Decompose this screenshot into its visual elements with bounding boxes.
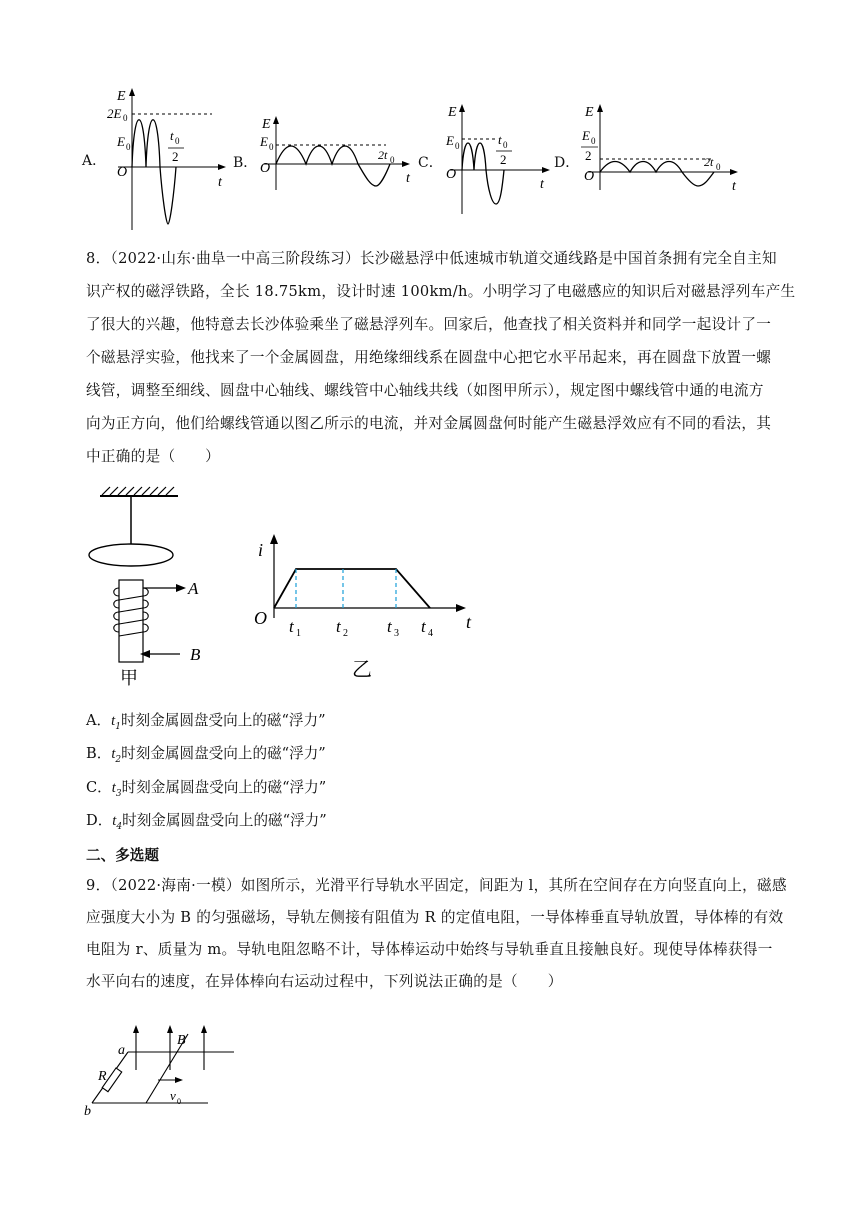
- top-sub: 0: [123, 113, 128, 123]
- t-sub: 0: [503, 140, 508, 150]
- q9-stem: [86, 870, 787, 998]
- y-axis-label: E: [585, 105, 594, 120]
- label-field-b: B: [177, 1033, 186, 1048]
- choice-var: t: [111, 713, 116, 729]
- origin-label: O: [584, 169, 595, 184]
- label-a: a: [118, 1043, 125, 1058]
- origin-label: O: [117, 165, 128, 180]
- tick-label: t: [289, 617, 294, 636]
- q8-line: 向为正方向，他们给螺线管通以图乙所示的电流，并对金属圆盘何时能产生磁悬浮效应有不同的看法，其: [86, 415, 772, 432]
- choice-letter: B．: [86, 745, 112, 762]
- q9-line: 应强度大小为 B 的匀强磁场，导轨左侧接有阻值为 R 的定值电阻，一导体棒垂直导轨放置，导体棒的有效: [86, 909, 784, 926]
- x-axis-label: t: [466, 612, 472, 632]
- t-den: 2: [500, 152, 507, 167]
- q9-line: 9．（2022·海南·一模）如图所示，光滑平行导轨水平固定，间距为 l，其所在空间存在方向竖直向上，磁感: [86, 877, 787, 894]
- q8-choice-b[interactable]: [86, 742, 326, 765]
- q8-line: 识产权的磁浮铁路，全长 18.75km，设计时速 100km/h。小明学习了电磁感应的知识后对磁悬浮列车产生: [86, 283, 796, 300]
- x-axis-label: t: [732, 179, 736, 192]
- tick-sub: 1: [296, 628, 301, 639]
- tick-sub: 3: [394, 628, 399, 639]
- q8-line: 线管，调整至细线、圆盘中心轴线、螺线管中心轴线共线（如图甲所示），规定图中螺线管中通的电流方: [86, 382, 764, 399]
- choice-sub: 3: [115, 788, 122, 799]
- mid-label: E: [117, 134, 125, 149]
- t-sub: 0: [175, 136, 180, 146]
- section-heading: 二、多选题: [86, 847, 159, 864]
- q7-option-a-graph: [104, 84, 230, 234]
- y-axis-label: E: [117, 89, 126, 104]
- q8-figure-jia: [86, 484, 216, 690]
- q8-choice-c[interactable]: [86, 776, 326, 799]
- choice-sub: 1: [115, 721, 121, 732]
- t-label: t: [170, 128, 174, 143]
- choice-text: 时刻金属圆盘受向上的磁“浮力”: [121, 779, 327, 796]
- choice-sub: 4: [116, 821, 123, 832]
- q8-choice-a[interactable]: [86, 709, 326, 732]
- mid-sub: 0: [126, 142, 131, 152]
- q7-option-d-graph: [576, 100, 742, 192]
- q8-line: 了很大的兴趣，他特意去长沙体验乘坐了磁悬浮列车。回家后，他查找了相关资料并和同学一起设计了一: [86, 316, 772, 333]
- mid-den: 2: [585, 148, 592, 163]
- label-b: b: [84, 1104, 91, 1116]
- t-sub: 0: [390, 155, 395, 165]
- choice-var: t: [111, 746, 116, 762]
- mid-sub: 0: [269, 142, 274, 152]
- top-label: 2E: [107, 106, 122, 121]
- origin-label: O: [446, 167, 457, 182]
- choice-text: 时刻金属圆盘受向上的磁“浮力”: [120, 712, 326, 729]
- t-label: 2t: [378, 148, 388, 162]
- q7-option-d-letter: D．: [554, 155, 580, 171]
- mid-label: E: [260, 134, 268, 149]
- choice-var: t: [112, 813, 117, 829]
- mid-label: E: [446, 133, 454, 148]
- x-axis-label: t: [540, 177, 544, 192]
- caption-jia: 甲: [120, 668, 138, 688]
- x-axis-label: t: [218, 175, 222, 190]
- origin-label: O: [254, 608, 267, 628]
- origin-label: O: [260, 161, 271, 176]
- choice-letter: C．: [86, 779, 112, 796]
- choice-sub: 2: [115, 754, 122, 765]
- choice-text: 时刻金属圆盘受向上的磁“浮力”: [121, 745, 326, 762]
- q9-line: 电阻为 r、质量为 m。导轨电阻忽略不计，导体棒运动中始终与导轨垂直且接触良好。现使导体棒获得一: [86, 941, 773, 958]
- mid-label: E: [582, 128, 590, 143]
- caption-yi: 乙: [352, 659, 372, 681]
- x-axis-label: t: [406, 171, 410, 186]
- y-axis-label: E: [448, 105, 457, 120]
- t-label: 2t: [704, 155, 714, 169]
- q7-option-c-graph: [440, 100, 552, 218]
- t-den: 2: [172, 149, 179, 164]
- q9-line: 水平向右的速度，在异体棒向右运动过程中，下列说法正确的是（ ）: [86, 973, 563, 990]
- y-axis-label: E: [262, 117, 271, 132]
- q8-figure-yi: [252, 532, 492, 684]
- mid-sub: 0: [455, 141, 460, 151]
- y-axis-label: i: [258, 540, 264, 560]
- mid-sub: 0: [591, 136, 596, 146]
- q8-line: 8．（2022·山东·曲阜一中高三阶段练习）长沙磁悬浮中低速城市轨道交通线路是中国首条拥有完全自主知: [86, 250, 777, 267]
- label-v: v: [170, 1088, 176, 1103]
- q7-option-a-letter: A．: [82, 153, 107, 169]
- label-b: B: [190, 645, 201, 664]
- label-a: A: [188, 579, 199, 598]
- q7-option-c-letter: C．: [418, 155, 443, 171]
- q9-figure: [80, 1016, 250, 1116]
- choice-var: t: [111, 780, 116, 796]
- label-r: R: [98, 1069, 107, 1084]
- choice-letter: A．: [86, 712, 112, 729]
- tick-label: t: [387, 617, 392, 636]
- q8-line: 中正确的是（ ）: [86, 448, 221, 465]
- tick-label: t: [421, 617, 426, 636]
- tick-sub: 2: [343, 628, 348, 639]
- t-label: t: [498, 132, 502, 147]
- choice-letter: D．: [86, 812, 113, 829]
- t-sub: 0: [716, 162, 721, 172]
- q7-option-b-graph: [254, 112, 414, 192]
- tick-label: t: [336, 617, 341, 636]
- q8-stem: [86, 242, 796, 473]
- q7-option-b-letter: B．: [233, 155, 258, 171]
- q8-line: 个磁悬浮实验，他找来了一个金属圆盘，用绝缘细线系在圆盘中心把它水平吊起来，再在圆盘下放置一螺: [86, 349, 772, 366]
- tick-sub: 4: [428, 628, 433, 639]
- q8-choice-d[interactable]: [86, 809, 327, 832]
- label-v-sub: 0: [177, 1097, 181, 1106]
- choice-text: 时刻金属圆盘受向上的磁“浮力”: [122, 812, 327, 829]
